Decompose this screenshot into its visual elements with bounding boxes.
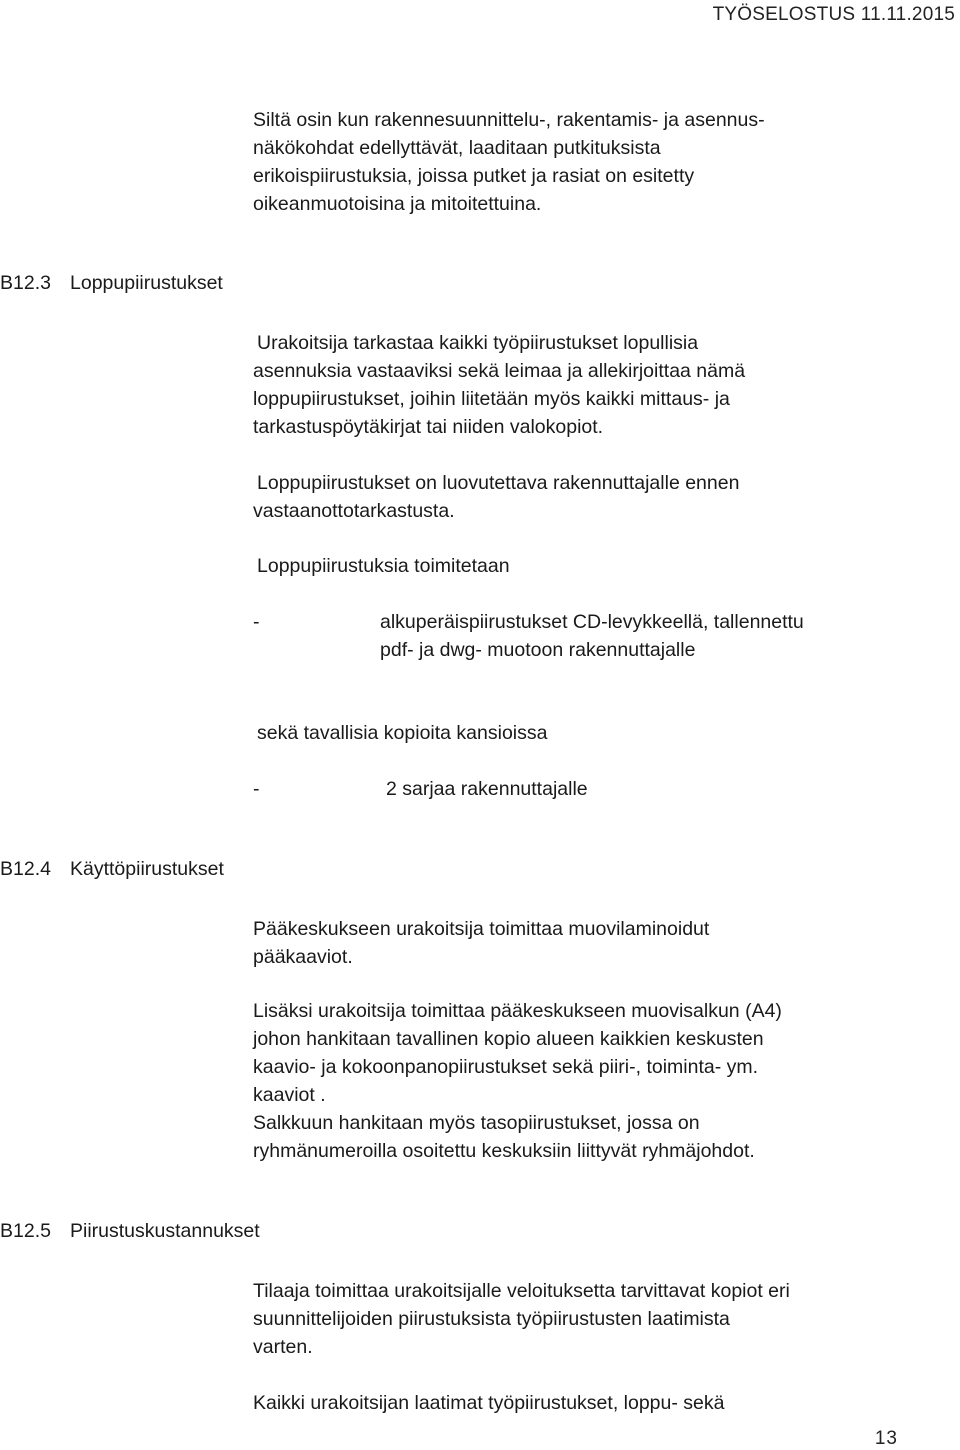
text-line: 2 sarjaa rakennuttajalle: [386, 778, 588, 800]
text-line: tarkastuspöytäkirjat tai niiden valokopiot.: [253, 416, 604, 438]
text-line: Tilaaja toimittaa urakoitsijalle veloituksetta tarvittavat kopiot eri: [253, 1280, 790, 1302]
b12-3-paragraph-3: [253, 552, 913, 580]
text-line: loppupiirustukset, joihin liitetään myös kaikki mittaus- ja: [253, 388, 730, 410]
b12-3-paragraph-1: [253, 329, 913, 441]
document-header: TYÖSELOSTUS 11.11.2015: [712, 4, 955, 25]
section-heading-b12-3: [0, 269, 223, 297]
b12-5-paragraph-2: [253, 1389, 913, 1417]
b12-4-paragraph-1: [253, 915, 913, 971]
section-number: B12.3: [0, 272, 51, 294]
text-line: Kaikki urakoitsijan laatimat työpiirustukset, loppu- sekä: [253, 1392, 725, 1414]
intro-paragraph: [253, 106, 913, 218]
text-line: Salkkuun hankitaan myös tasopiirustukset, jossa on: [253, 1112, 700, 1134]
section-title: Piirustuskustannukset: [70, 1220, 260, 1242]
b12-3-paragraph-2: [253, 469, 913, 525]
section-heading-b12-4: [0, 855, 224, 883]
text-line: suunnittelijoiden piirustuksista työpiirustusten laatimista: [253, 1308, 730, 1330]
text-line: Loppupiirustuksia toimitetaan: [257, 555, 510, 577]
text-line: pdf- ja dwg- muotoon rakennuttajalle: [380, 639, 696, 661]
text-line: alkuperäispiirustukset CD-levykkeellä, tallennettu: [380, 611, 804, 633]
bullet-item: [253, 608, 913, 664]
text-line: Lisäksi urakoitsija toimittaa pääkeskukseen muovisalkun (A4): [253, 1000, 782, 1022]
section-number: B12.5: [0, 1220, 51, 1242]
bullet-dash: -: [253, 778, 260, 800]
text-line: Urakoitsija tarkastaa kaikki työpiirustukset lopullisia: [257, 332, 699, 354]
text-line: Loppupiirustukset on luovutettava rakennuttajalle ennen: [257, 472, 740, 494]
text-line: ryhmänumeroilla osoitettu keskuksiin liittyvät ryhmäjohdot.: [253, 1140, 755, 1162]
bullet-dash: -: [253, 611, 260, 633]
text-line: varten.: [253, 1336, 313, 1358]
text-line: pääkaaviot.: [253, 946, 353, 968]
text-line: sekä tavallisia kopioita kansioissa: [257, 722, 548, 744]
b12-3-paragraph-4: [253, 719, 913, 747]
text-line: kaavio- ja kokoonpanopiirustukset sekä piiri-, toiminta- ym.: [253, 1056, 759, 1078]
text-line: oikeanmuotoisina ja mitoitettuina.: [253, 193, 542, 215]
text-line: vastaanottotarkastusta.: [253, 500, 455, 522]
section-title: Loppupiirustukset: [70, 272, 223, 294]
page-number: 13: [874, 1428, 898, 1449]
section-heading-b12-5: [0, 1217, 260, 1245]
bullet-item: [253, 775, 913, 803]
text-line: johon hankitaan tavallinen kopio alueen kaikkien keskusten: [253, 1028, 764, 1050]
b12-4-paragraph-2: [253, 997, 913, 1165]
b12-5-paragraph-1: [253, 1277, 913, 1361]
section-title: Käyttöpiirustukset: [70, 858, 224, 880]
text-line: asennuksia vastaaviksi sekä leimaa ja allekirjoittaa nämä: [253, 360, 746, 382]
text-line: erikoispiirustuksia, joissa putket ja rasiat on esitetty: [253, 165, 695, 187]
text-line: Pääkeskukseen urakoitsija toimittaa muovilaminoidut: [253, 918, 710, 940]
text-line: näkökohdat edellyttävät, laaditaan putkituksista: [253, 137, 661, 159]
section-number: B12.4: [0, 858, 51, 880]
text-line: kaaviot .: [253, 1084, 326, 1106]
text-line: Siltä osin kun rakennesuunnittelu-, rakentamis- ja asennus-: [253, 109, 765, 131]
